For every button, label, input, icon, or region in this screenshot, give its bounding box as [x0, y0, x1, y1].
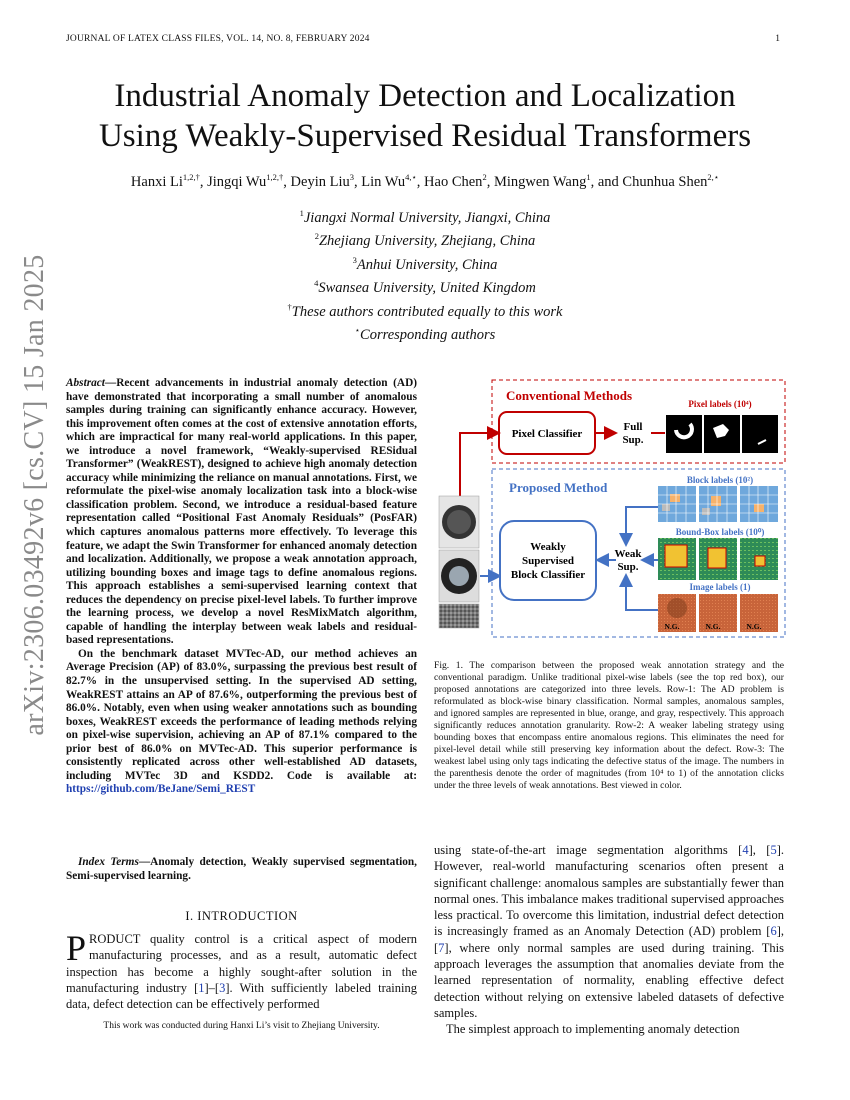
- arxiv-stamp: [10, 254, 60, 736]
- author-mark: 4,⋆: [405, 172, 417, 182]
- bbox-label-grids: [658, 538, 778, 580]
- code-link[interactable]: https://github.com/BeJane/Semi_REST: [66, 783, 256, 796]
- intro-paragraph: PRODUCT quality control is a critical aspect of modern manufacturing processes, and as a result, automatic defect inspection has become a highly sought-after solution in the manufacturing industry [1]–[3]. With sufficiently labeled training data, defect detection can be effectively performed: [66, 928, 417, 1012]
- author-mark: 2,⋆: [707, 172, 720, 182]
- bbox-labels-caption: Bound-Box labels (10⁰): [675, 527, 765, 537]
- paragraph: The simplest approach to implementing anomaly detection: [446, 1022, 740, 1037]
- abstract-paragraph-1: —Recent advancements in industrial anomaly detection (AD) have demonstrated that incorporating a small number of anomalous samples during training can significantly enhance accuracy. However, this improvement often comes at the cost of extensive annotation efforts, which are impractical for many real-world applications. In this paper, we introduce a novel framework, “Weakly-supervised RESidual Transformer” (WeakREST), designed to achieve high anomaly detection accuracy while minimizing the reliance on manual annotations. First, we reformulate the pixel-wise anomaly localization task into a block-wise classification problem. Second, we introduce a residual-based feature representation called “Positional Fast Anomaly Residuals” (PosFAR) which captures anomalous patterns more effectively. To leverage this feature, we adapt the Swin Transformer for enhanced anomaly detection and localization. Additionally, we propose a weak annotation approach, utilizing bounding boxes and image tags to define anomalous regions. This approach establishes a semi-supervised learning context that reduces the dependency on precise pixel-level labels. To further improve the learning process, we develop a novel ResMixMatch algorithm, capable of handling the interplay between weak labels and residual-based representations.: [66, 377, 417, 647]
- citation-link[interactable]: 4: [742, 843, 749, 857]
- author-mark: 2: [482, 172, 487, 182]
- author-mark: 1,2,†: [266, 172, 284, 182]
- right-column-body: [434, 842, 784, 1038]
- wsbc-label: Weakly: [530, 541, 566, 553]
- citation-link[interactable]: 3: [219, 980, 226, 995]
- arxiv-stamp-text: arXiv:2306.03492v6 [cs.CV] 15 Jan 2025: [19, 254, 50, 736]
- ng-tag: N.G.: [705, 622, 721, 631]
- paper-title: [60, 76, 790, 156]
- footnote: This work was conducted during Hanxi Li’s visit to Zhejiang University.: [103, 1021, 380, 1031]
- paragraph: using state-of-the-art image segmentation algorithms [4], [5]. However, real-world manufacturing scenarios often present a significant challenge: anomalous samples are substantially fewer than normal ones. This imbalance makes traditional supervised approaches less practical. To overcome this limitation, industrial defect detection is increasingly framed as an Anomaly Detection (AD) problem [6], [7], where only normal samples are used during training. This approach leverages the assumption that anomalies deviate from the learned representation of normality, enabling effective defect detection without relying on extensive labeled datasets of defective samples.: [434, 843, 785, 1020]
- block-label-grids: [658, 486, 778, 522]
- author-mark: 1: [586, 172, 591, 182]
- title-line-2: Using Weakly-Supervised Residual Transformers: [98, 118, 752, 154]
- ng-tag: N.G.: [746, 622, 762, 631]
- proposed-title: Proposed Method: [509, 480, 608, 495]
- affiliation: $^2$Zhejiang University, Zhejiang, China: [314, 231, 536, 250]
- affiliation-mark: †: [287, 301, 292, 312]
- index-terms: [66, 856, 417, 883]
- section-number: I.: [185, 909, 194, 923]
- affiliation-mark: 1: [299, 208, 304, 218]
- author: Chunhua Shen: [622, 173, 708, 190]
- conventional-title: Conventional Methods: [506, 388, 633, 403]
- author: Deyin Liu: [290, 173, 350, 190]
- abstract-paragraph-2: On the benchmark dataset MVTec-AD, our method achieves an Average Precision (AP) of 83.0%, surpassing the previous best result of 82.7% in the unsupervised setting. In the supervised AD setting, WeakREST attains an AP of 87.6%, outperforming the previous best of 86.0%. Notably, even when using weaker annotations such as bounding boxes, WeakREST exceeds the performance of leading methods relying on pixel-wise supervision, achieving an AP of 87.1% compared to the prior best of 86.0% on MVTec-AD. This superior performance is consistently replicated across other well-established AD datasets, including MVTec 3D and KSDD2. Code is available at:: [66, 647, 417, 782]
- author: Mingwen Wang: [493, 173, 587, 190]
- author-mark: 3: [349, 172, 354, 182]
- affiliation: $^1$Jiangxi Normal University, Jiangxi, China: [299, 208, 551, 226]
- page-number: 1: [775, 34, 780, 44]
- author-list: Hanxi $Li^{1,2,\dagger}$, Jingqi $Wu^{1,2,\dagger}$, Deyin Liu$^3$, Lin $Wu^{4,⋆}$, Hao Chen$^2$, Mingwen Wang$^1$, and Chunhua Shen$^{2,⋆}$: [130, 172, 720, 190]
- pixel-labels-caption: Pixel labels (10⁴): [688, 399, 752, 409]
- abstract-lead: Abstract: [66, 377, 105, 389]
- section-title: INTRODUCTION: [197, 909, 298, 923]
- section-heading: [66, 909, 417, 924]
- affiliation-mark: 2: [314, 231, 319, 242]
- affiliation: ⋆Corresponding authors: [354, 325, 496, 343]
- ng-tag: N.G.: [664, 622, 680, 631]
- figure-1: [436, 378, 788, 643]
- pixel-label-thumbnails: [666, 415, 778, 453]
- title-line-1: Industrial Anomaly Detection and Localization: [114, 78, 736, 114]
- wsbc-label: Block Classifier: [510, 569, 586, 581]
- abstract: [66, 377, 417, 797]
- image-labels-caption: Image labels (1): [689, 582, 751, 592]
- figure-diagram: [436, 378, 788, 643]
- citation-link[interactable]: 6: [770, 924, 777, 939]
- author: Hao Chen: [424, 173, 483, 190]
- affiliation-mark: 4: [314, 278, 319, 289]
- citation-link[interactable]: 5: [770, 843, 777, 857]
- index-terms-text: —Anomaly detection, Weakly supervised segmentation, Semi-supervised learning.: [66, 856, 417, 882]
- full-sup-label: Full: [623, 421, 643, 433]
- affiliation-mark: ⋆: [354, 325, 361, 336]
- affiliation: $^4$Swansea University, United Kingdom: [314, 278, 536, 297]
- index-terms-lead: Index Terms: [78, 856, 139, 868]
- input-images: [439, 496, 479, 628]
- figure-caption: Fig. 1. The comparison between the proposed weak annotation strategy and the conventional paradigm. Unlike traditional pixel-wise labels (see the top red box), our proposed annotations are categorized into three levels. Row-1: The AD problem is reformulated as block-wise binary classification. Normal samples, anomalous samples, and ignored samples are represented in blue, orange, and gray, respectively. This approach significantly reduces annotation granularity. Row-2: A weaker labeling strategy using bounding boxes that encompass entire anomalous regions. This eliminates the need for pixel-level detail while still preserving key information about the defect. Row-3: The weakest label using only tags indicating the defective status of the image. The numbers in the parenthesis denote the order of magnitudes (from 10⁴ to 1) of the annotation clicks under the three levels of weak annotations. Best viewed in color.: [434, 660, 784, 792]
- drop-cap: P: [66, 928, 87, 968]
- weak-sup-label: Sup.: [617, 561, 639, 573]
- wsbc-label: Supervised: [522, 555, 574, 567]
- pixel-classifier-label: Pixel Classifier: [511, 428, 583, 440]
- weak-sup-label: Weak: [614, 548, 642, 560]
- affiliations: [60, 204, 790, 345]
- affiliation-mark: 3: [352, 254, 357, 265]
- author-mark: 1,2,†: [182, 172, 200, 182]
- author: Jingqi Wu: [207, 173, 267, 190]
- citation-link[interactable]: 7: [438, 940, 445, 955]
- author: Hanxi Li: [130, 173, 183, 190]
- citation-link[interactable]: 1: [198, 980, 205, 995]
- full-sup-label: Sup.: [622, 434, 644, 446]
- affiliation: †These authors contributed equally to this work: [287, 301, 563, 320]
- affiliation: $^3$Anhui University, China: [352, 254, 498, 273]
- author: Lin Wu: [361, 173, 406, 190]
- block-labels-caption: Block labels (10²): [686, 475, 754, 485]
- running-header: JOURNAL OF LATEX CLASS FILES, VOL. 14, NO. 8, FEBRUARY 2024: [66, 34, 370, 44]
